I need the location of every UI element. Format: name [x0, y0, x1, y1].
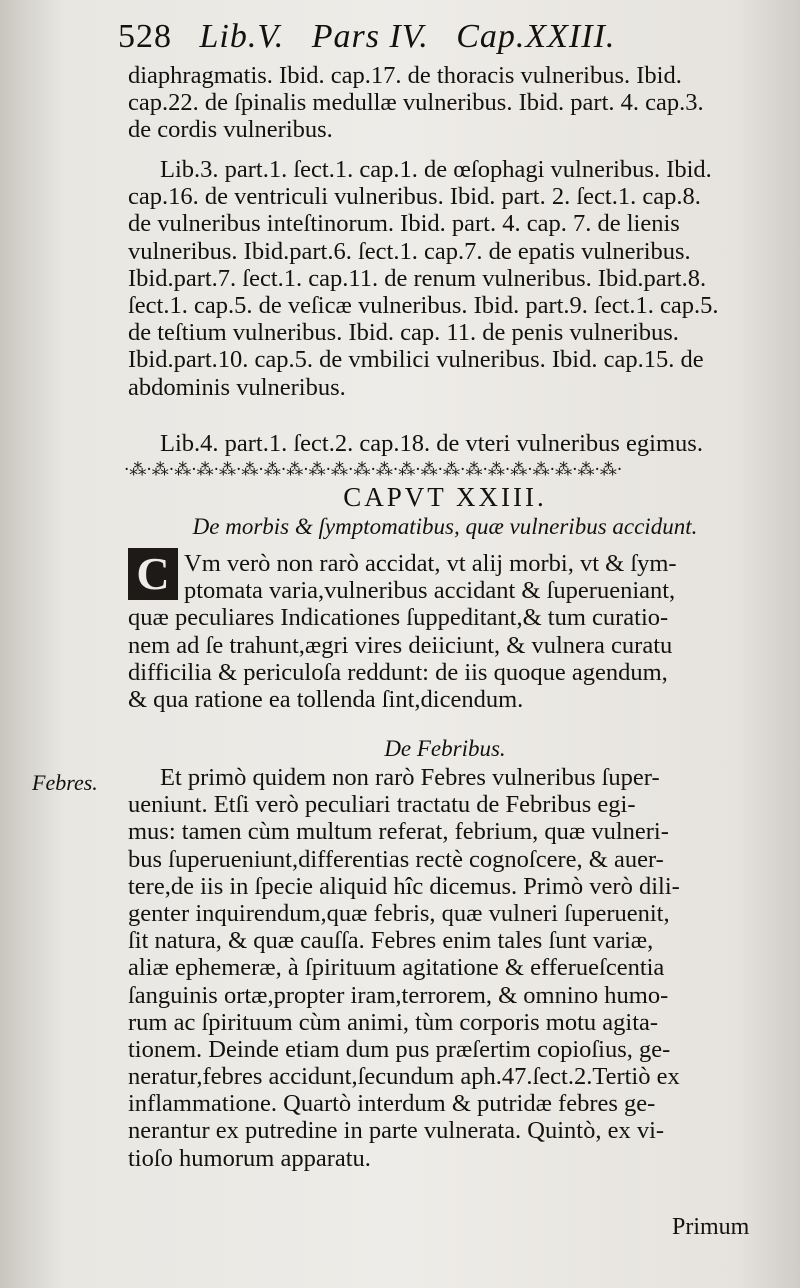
- text-line: cap.16. de ventriculi vulneribus. Ibid. part. 2. ſect.1. cap.8.: [128, 183, 701, 211]
- text-line: diaphragmatis. Ibid. cap.17. de thoracis vulneribus. Ibid.: [128, 62, 682, 89]
- text-line: cap.22. de ſpinalis medullæ vulneribus. Ibid. part. 4. cap.3.: [128, 89, 704, 117]
- third-text-block: [128, 430, 762, 457]
- text-line: Et primò quidem non rarò Febres vulneribus ſuper-: [160, 764, 660, 791]
- text-line: de teſtium vulneribus. Ibid. cap. 11. de penis vulneribus.: [128, 319, 679, 347]
- text-line: tionem. Deinde etiam dum pus præſertim copioſius, ge-: [128, 1035, 671, 1063]
- text-line: mus: tamen cùm multum referat, febrium, quæ vulneri-: [128, 818, 669, 846]
- text-line: Lib.3. part.1. ſect.1. cap.1. de œſophagi vulneribus. Ibid.: [160, 156, 712, 183]
- header-book: Lib.V.: [199, 18, 285, 55]
- text-line: genter inquirendum,quæ febris, quæ vulneri ſuperuenit,: [128, 899, 670, 927]
- section-heading: De Febribus.: [384, 736, 506, 761]
- chapter-subtitle: De morbis & ſymptomatibus, quæ vulneribus accidunt.: [192, 514, 698, 539]
- text-line: Lib.4. part.1. ſect.2. cap.18. de vteri vulneribus egimus.: [160, 430, 703, 457]
- text-line: de cordis vulneribus.: [128, 116, 333, 144]
- header-part: Pars IV.: [311, 18, 429, 55]
- text-line: ſit natura, & quæ cauſſa. Febres enim tales ſunt variæ,: [128, 927, 654, 955]
- text-line: tere,de iis in ſpecie aliquid hîc dicemus. Primò verò dili-: [128, 872, 680, 900]
- text-line: difficilia & periculoſa reddunt: de iis quoque agendum,: [128, 658, 668, 686]
- chapter-intro: [128, 550, 762, 713]
- margin-note: Febres.: [32, 770, 98, 795]
- top-text-block: [128, 62, 762, 144]
- running-header: [118, 18, 758, 56]
- chapter-title: CAPVT XXIII.: [343, 482, 547, 512]
- text-line: vulneribus. Ibid.part.6. ſect.1. cap.7. de epatis vulneribus.: [128, 237, 691, 265]
- text-line: nerantur ex putredine in parte vulnerata. Quintò, ex vi-: [128, 1117, 665, 1145]
- text-line: ſanguinis ortæ,propter iram,terrorem, & omnino humo-: [128, 981, 669, 1009]
- header-chapter: Cap.XXIII.: [456, 18, 616, 55]
- text-line: quæ peculiares Indicationes ſuppeditant,& tum curatio-: [128, 604, 669, 632]
- text-line: aliæ ephemeræ, à ſpirituum agitatione & efferueſcentia: [128, 954, 665, 982]
- text-line: Ibid.part.7. ſect.1. cap.11. de renum vulneribus. Ibid.part.8.: [128, 264, 707, 292]
- text-line: rum ac ſpirituum cùm animi, tùm corporis motu agita-: [128, 1008, 659, 1036]
- text-line: ueniunt. Etſi verò peculiari tractatu de Febribus egi-: [128, 791, 636, 819]
- text-line: & qua ratione ea tollenda ſint,dicendum.: [128, 685, 524, 713]
- text-line: ſect.1. cap.5. de veſicæ vulneribus. Ibid. part.9. ſect.1. cap.5.: [128, 291, 719, 319]
- febres-paragraph: [128, 764, 762, 1172]
- ornamental-divider: ·⁂·⁂·⁂·⁂·⁂·⁂·⁂·⁂·⁂·⁂·⁂·⁂·⁂·⁂·⁂·⁂·⁂·⁂·⁂·⁂·⁂·⁂·: [124, 460, 623, 480]
- page-number: 528: [118, 18, 172, 55]
- text-line: ptomata varia,vulneribus accidant & ſuperueniant,: [184, 577, 676, 605]
- text-line: Vm verò non rarò accidat, vt alij morbi, vt & ſym-: [184, 550, 677, 577]
- second-text-block: [128, 156, 762, 401]
- text-line: abdominis vulneribus.: [128, 373, 346, 401]
- text-line: de vulneribus inteſtinorum. Ibid. part. 4. cap. 7. de lienis: [128, 210, 680, 238]
- text-line: inflammatione. Quartò interdum & putridæ febres ge-: [128, 1090, 656, 1118]
- text-line: Ibid.part.10. cap.5. de vmbilici vulneribus. Ibid. cap.15. de: [128, 346, 704, 374]
- text-line: neratur,febres accidunt,ſecundum aph.47.ſect.2.Tertiò ex: [128, 1063, 680, 1091]
- text-line: bus ſuperueniunt,differentias rectè cognoſcere, & auer-: [128, 845, 664, 873]
- text-line: tioſo humorum apparatu.: [128, 1144, 371, 1172]
- catchword: Primum: [672, 1214, 750, 1240]
- decorated-initial: C: [128, 548, 178, 600]
- text-line: nem ad ſe trahunt,ægri vires deiiciunt, & vulnera curatu: [128, 631, 673, 659]
